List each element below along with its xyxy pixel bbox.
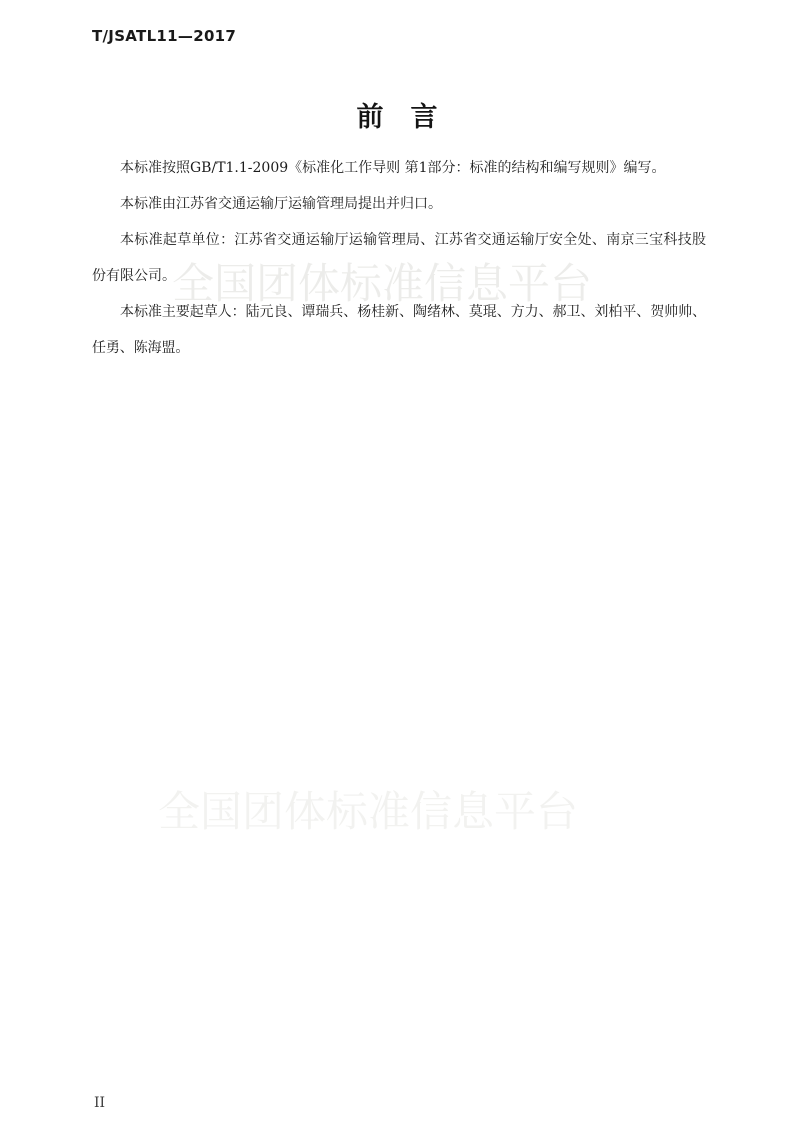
foreword-title: 前 言 <box>356 102 438 133</box>
foreword-paragraph-1: 本标准按照GB/T1.1-2009《标准化工作导则 第1部分：标准的结构和编写规则》编写。 <box>120 160 666 176</box>
foreword-paragraph-3: 本标准起草单位：江苏省交通运输厅运输管理局、江苏省交通运输厅安全处、南京三宝科技股份有限公司。 <box>92 232 706 284</box>
watermark-upper: 全国团体标准信息平台 <box>172 259 593 308</box>
standard-code-header: T/JSATL11—2017 <box>92 27 237 45</box>
foreword-paragraph-4: 本标准主要起草人：陆元良、谭瑞兵、杨桂新、陶绪林、莫琨、方力、郝卫、刘柏平、贺帅帅、任勇、陈海盟。 <box>92 304 706 356</box>
page-number: II <box>94 1095 106 1111</box>
watermark-lower: 全国团体标准信息平台 <box>158 787 579 836</box>
foreword-body <box>92 150 706 366</box>
foreword-paragraph-2: 本标准由江苏省交通运输厅运输管理局提出并归口。 <box>120 196 442 212</box>
